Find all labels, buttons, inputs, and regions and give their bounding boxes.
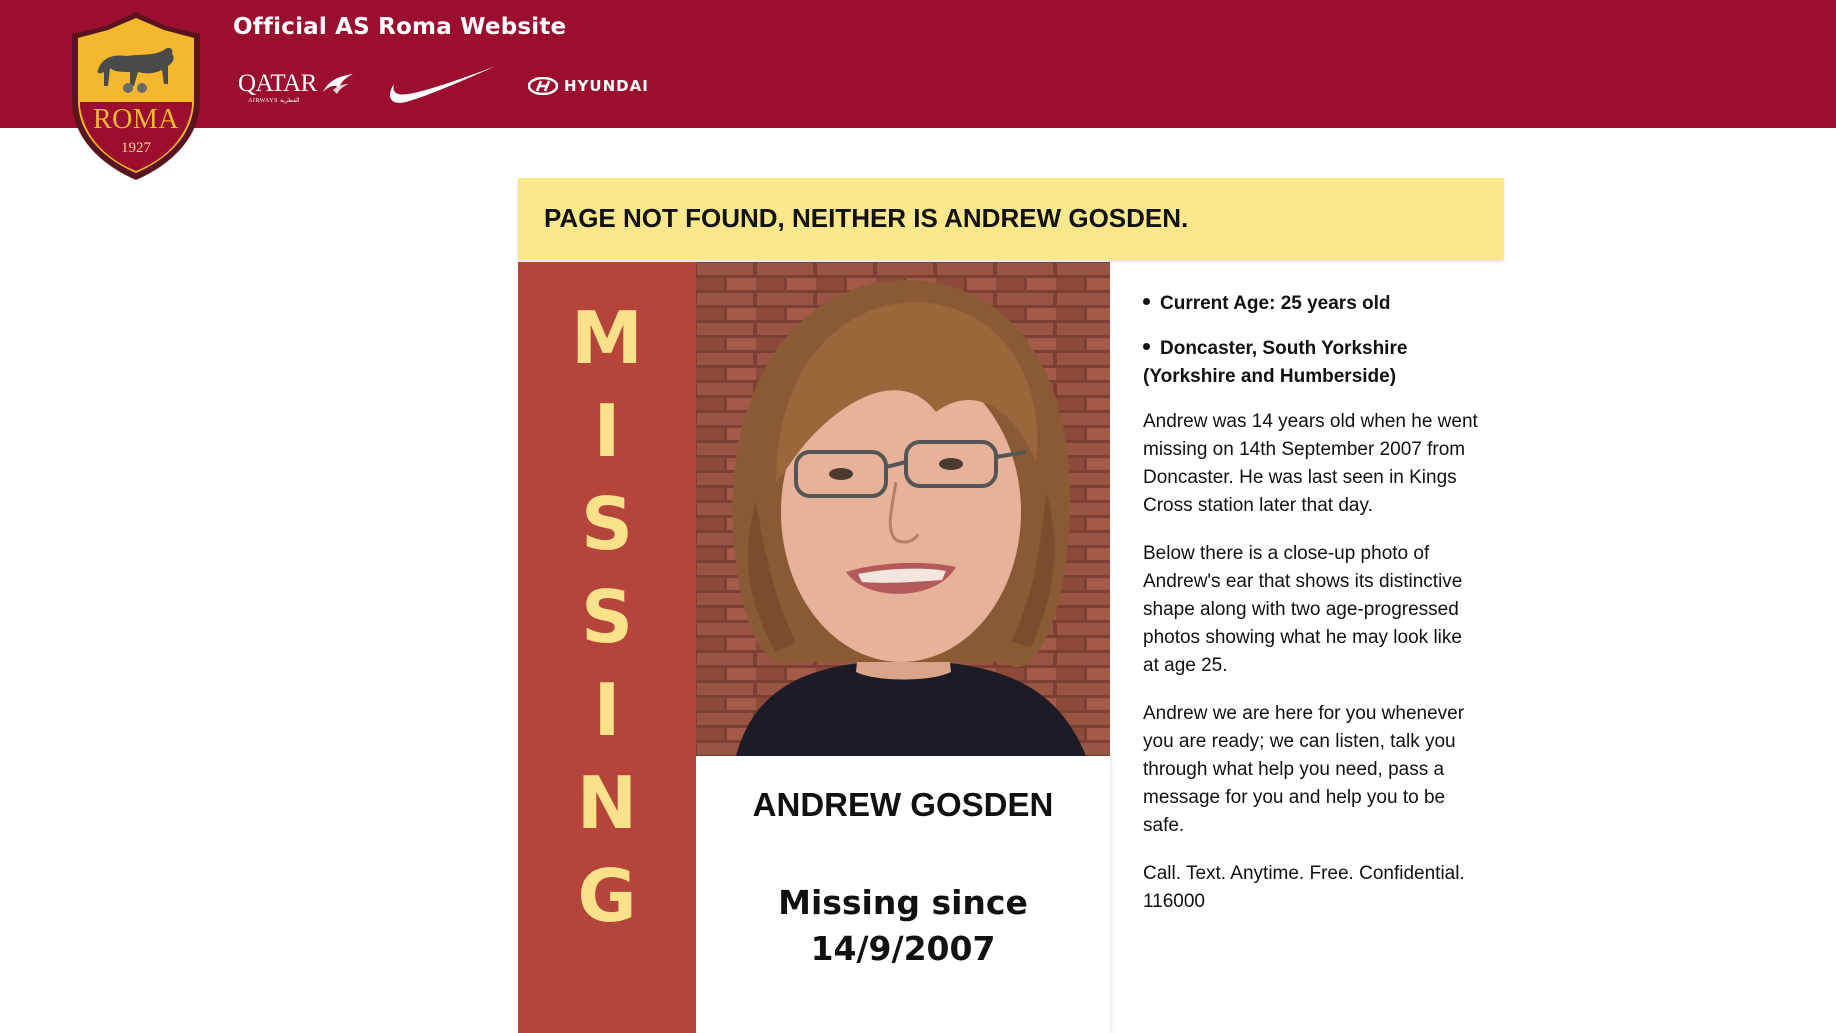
hyundai-h-icon — [528, 77, 558, 95]
contact-paragraph: Call. Text. Anytime. Free. Confidential. 116000 — [1143, 863, 1465, 912]
missing-person-photo — [696, 262, 1110, 756]
person-name: ANDREW GOSDEN — [752, 786, 1054, 823]
bullet-text-line2: (Yorkshire and Humberside) — [1143, 366, 1397, 387]
crest-name: ROMA — [92, 104, 179, 135]
oryx-icon — [319, 70, 355, 98]
qatar-logo-subtext: AIRWAYS القطرية — [248, 98, 300, 104]
banner-text: PAGE NOT FOUND, NEITHER IS ANDREW GOSDEN. — [544, 203, 1189, 233]
info-column — [1143, 290, 1483, 936]
bullet-dot-icon — [1143, 343, 1150, 350]
missing-letter: I — [593, 389, 621, 473]
missing-since-label: Missing since — [778, 883, 1028, 922]
not-found-banner — [518, 178, 1504, 260]
name-card — [696, 756, 1110, 1033]
portrait-illustration — [696, 262, 1110, 756]
nike-swoosh-icon[interactable] — [384, 64, 498, 106]
missing-letter: S — [581, 482, 633, 566]
missing-letter: S — [581, 575, 633, 659]
missing-letter: N — [576, 761, 638, 845]
bullet-dot-icon — [1143, 298, 1150, 305]
hyundai-logo[interactable] — [528, 77, 649, 95]
missing-since-date: 14/9/2007 — [810, 929, 996, 968]
hyundai-logo-text: HYUNDAI — [564, 77, 649, 95]
missing-letter: M — [571, 296, 643, 380]
bullet-text: Doncaster, South Yorkshire — [1160, 338, 1408, 359]
missing-letter: G — [577, 854, 637, 938]
missing-strip — [518, 262, 696, 1033]
info-paragraph: Andrew was 14 years old when he went missing on 14th September 2007 from Doncaster. He was last seen in Kings Cross station later that day. — [1143, 411, 1478, 516]
qatar-logo-text: QATAR — [238, 70, 317, 97]
crest-year: 1927 — [121, 140, 151, 156]
info-paragraph: Andrew we are here for you whenever you are ready; we can listen, talk you through what help you need, pass a message for you and help you to be safe. — [1143, 703, 1465, 836]
site-title[interactable]: Official AS Roma Website — [233, 14, 567, 40]
header-bar — [0, 0, 1836, 128]
info-paragraph: Below there is a close-up photo of Andrew's ear that shows its distinctive shape along with two age-progressed photos showing what he may look like at age 25. — [1143, 543, 1463, 676]
missing-letter: I — [593, 668, 621, 752]
bullet-item — [1143, 290, 1483, 318]
qatar-airways-logo[interactable] — [238, 70, 355, 104]
missing-since — [696, 880, 1110, 972]
bullet-item — [1143, 335, 1483, 391]
bullet-text: Current Age: 25 years old — [1160, 293, 1391, 314]
